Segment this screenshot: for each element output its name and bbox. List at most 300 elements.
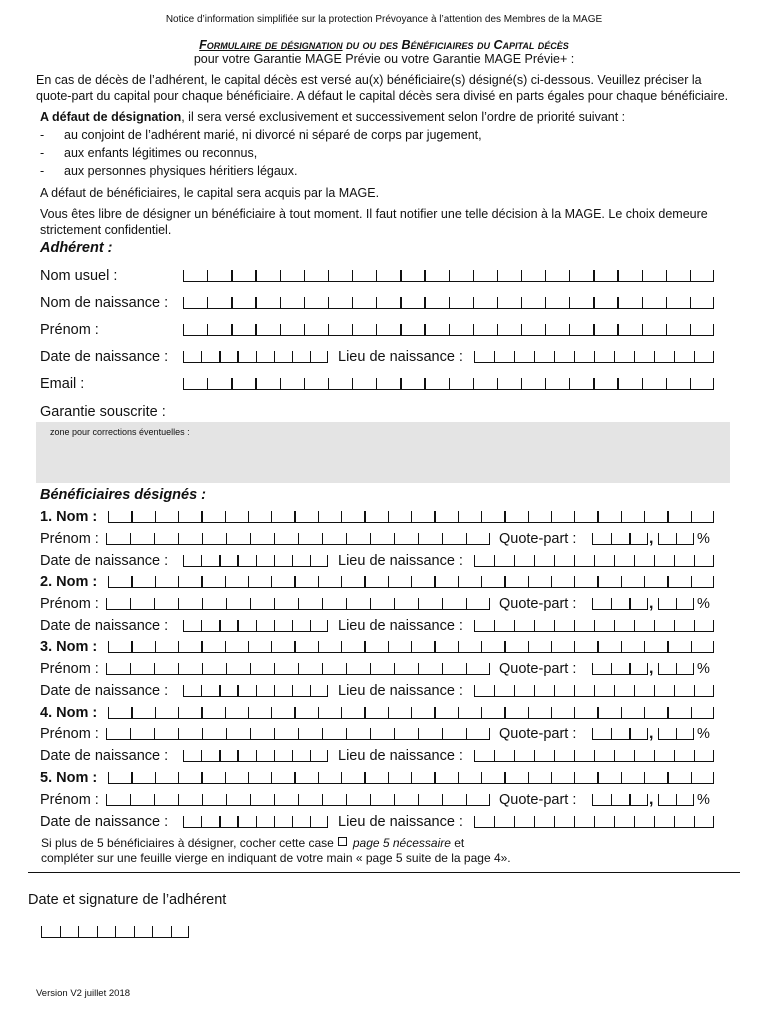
beneficiaire-4-lieu-label: Lieu de naissance : <box>338 748 463 764</box>
box-divider <box>327 351 328 362</box>
beneficiaire-4-nom-boxes[interactable] <box>108 707 714 719</box>
box-divider <box>474 620 475 631</box>
beneficiaire-5-quote-int-boxes[interactable] <box>592 794 648 806</box>
box-divider <box>458 641 459 652</box>
box-divider <box>514 555 515 566</box>
beneficiaire-5-lieu-boxes[interactable] <box>474 816 714 828</box>
beneficiaire-1-prenom-boxes[interactable] <box>106 533 490 545</box>
beneficiaire-5-quote-label: Quote-part : <box>499 792 577 808</box>
box-divider <box>154 663 155 674</box>
box-divider <box>593 324 594 335</box>
box-divider <box>691 511 692 522</box>
box-divider <box>274 750 275 761</box>
box-divider <box>489 794 490 805</box>
box-divider <box>225 641 226 652</box>
box-divider <box>201 707 202 718</box>
box-divider <box>188 926 189 937</box>
box-divider <box>178 772 179 783</box>
box-divider <box>219 620 220 631</box>
box-divider <box>225 707 226 718</box>
box-divider <box>442 794 443 805</box>
box-divider <box>449 297 450 308</box>
signature-date-boxes[interactable] <box>41 926 189 938</box>
box-divider <box>514 620 515 631</box>
box-divider <box>629 794 630 805</box>
prenom-boxes[interactable] <box>183 324 714 336</box>
box-divider <box>593 297 594 308</box>
beneficiaire-2-quote-int-boxes[interactable] <box>592 598 648 610</box>
box-divider <box>178 598 179 609</box>
box-divider <box>434 511 435 522</box>
beneficiaire-4-prenom-boxes[interactable] <box>106 728 490 740</box>
box-divider <box>255 324 256 335</box>
box-divider <box>202 728 203 739</box>
beneficiaire-2-date-boxes[interactable] <box>183 620 328 632</box>
box-divider <box>394 598 395 609</box>
box-divider <box>694 620 695 631</box>
box-divider <box>551 511 552 522</box>
box-divider <box>667 641 668 652</box>
box-divider <box>713 576 714 587</box>
box-divider <box>237 620 238 631</box>
box-divider <box>569 297 570 308</box>
box-divider <box>318 641 319 652</box>
box-divider <box>388 772 389 783</box>
box-divider <box>713 351 714 362</box>
box-divider <box>130 663 131 674</box>
beneficiaire-5-quote-dec-boxes[interactable] <box>658 794 694 806</box>
box-divider <box>255 378 256 389</box>
box-divider <box>255 297 256 308</box>
box-divider <box>545 324 546 335</box>
box-divider <box>647 794 648 805</box>
box-divider <box>183 324 184 335</box>
box-divider <box>551 641 552 652</box>
beneficiaire-2-quote-label: Quote-part : <box>499 596 577 612</box>
beneficiaire-3-prenom-boxes[interactable] <box>106 663 490 675</box>
box-divider <box>364 511 365 522</box>
box-divider <box>292 750 293 761</box>
box-divider <box>594 620 595 631</box>
box-divider <box>322 728 323 739</box>
box-divider <box>318 707 319 718</box>
form-subtitle: pour votre Garantie MAGE Prévie ou votre Garantie MAGE Prévie+ : <box>193 52 575 66</box>
box-divider <box>152 926 153 937</box>
box-divider <box>521 378 522 389</box>
beneficiaire-1-date-label: Date de naissance : <box>40 553 169 569</box>
box-divider <box>647 598 648 609</box>
box-divider <box>494 685 495 696</box>
beneficiaire-1-quote-label: Quote-part : <box>499 531 577 547</box>
lieu-naissance-label: Lieu de naissance : <box>338 349 463 365</box>
beneficiaires-section-title: Bénéficiaires désignés : <box>40 487 207 503</box>
box-divider <box>676 794 677 805</box>
box-divider <box>592 728 593 739</box>
box-divider <box>346 794 347 805</box>
box-divider <box>614 555 615 566</box>
box-divider <box>341 576 342 587</box>
box-divider <box>614 351 615 362</box>
beneficiaire-3-date-boxes[interactable] <box>183 685 328 697</box>
box-divider <box>667 772 668 783</box>
box-divider <box>551 576 552 587</box>
beneficiaire-4-lieu-boxes[interactable] <box>474 750 714 762</box>
box-divider <box>256 351 257 362</box>
box-divider <box>528 772 529 783</box>
box-divider <box>304 324 305 335</box>
box-divider <box>554 816 555 827</box>
box-divider <box>219 750 220 761</box>
box-divider <box>155 511 156 522</box>
beneficiaire-4-quote-int-boxes[interactable] <box>592 728 648 740</box>
box-divider <box>691 772 692 783</box>
version-footer: Version V2 juillet 2018 <box>36 988 131 999</box>
more-note-prefix: Si plus de 5 bénéficiaires à désigner, cocher cette case <box>41 836 334 850</box>
box-divider <box>327 685 328 696</box>
beneficiaire-3-quote-int-boxes[interactable] <box>592 663 648 675</box>
box-divider <box>554 555 555 566</box>
box-divider <box>574 816 575 827</box>
box-divider <box>292 685 293 696</box>
box-divider <box>574 641 575 652</box>
box-divider <box>489 663 490 674</box>
box-divider <box>298 663 299 674</box>
box-divider <box>418 533 419 544</box>
page5-checkbox[interactable] <box>338 837 347 846</box>
box-divider <box>341 707 342 718</box>
box-divider <box>131 576 132 587</box>
beneficiaire-2-nom-boxes[interactable] <box>108 576 714 588</box>
box-divider <box>634 750 635 761</box>
box-divider <box>545 270 546 281</box>
nom-usuel-boxes[interactable] <box>183 270 714 282</box>
box-divider <box>642 297 643 308</box>
beneficiaire-2-prenom-boxes[interactable] <box>106 598 490 610</box>
box-divider <box>364 576 365 587</box>
box-divider <box>418 728 419 739</box>
beneficiaire-5-nom-boxes[interactable] <box>108 772 714 784</box>
priority-item-2 <box>40 146 257 160</box>
box-divider <box>481 511 482 522</box>
box-divider <box>654 620 655 631</box>
box-divider <box>489 728 490 739</box>
box-divider <box>434 576 435 587</box>
box-divider <box>411 641 412 652</box>
box-divider <box>134 926 135 937</box>
box-divider <box>298 598 299 609</box>
header-notice: Notice d’information simplifiée sur la protection Prévoyance à l’attention des Membres de la MAGE <box>165 14 603 25</box>
box-divider <box>594 816 595 827</box>
beneficiaire-4-quote-dec-boxes[interactable] <box>658 728 694 740</box>
box-divider <box>667 707 668 718</box>
box-divider <box>327 555 328 566</box>
box-divider <box>237 750 238 761</box>
box-divider <box>280 297 281 308</box>
box-divider <box>458 576 459 587</box>
decimal-comma: , <box>649 725 654 742</box>
beneficiaire-1-quote-int-boxes[interactable] <box>592 533 648 545</box>
beneficiaire-5-date-boxes[interactable] <box>183 816 328 828</box>
box-divider <box>237 685 238 696</box>
box-divider <box>534 750 535 761</box>
box-divider <box>226 598 227 609</box>
box-divider <box>597 641 598 652</box>
box-divider <box>202 533 203 544</box>
box-divider <box>497 324 498 335</box>
box-divider <box>614 750 615 761</box>
box-divider <box>201 576 202 587</box>
box-divider <box>676 533 677 544</box>
box-divider <box>292 620 293 631</box>
box-divider <box>574 772 575 783</box>
box-divider <box>352 324 353 335</box>
box-divider <box>310 620 311 631</box>
box-divider <box>449 270 450 281</box>
box-divider <box>424 270 425 281</box>
box-divider <box>322 663 323 674</box>
priority-item-3 <box>40 164 297 178</box>
lieu-naissance-boxes[interactable] <box>474 351 714 363</box>
box-divider <box>713 324 714 335</box>
separator-line <box>28 872 740 873</box>
beneficiaire-3-lieu-boxes[interactable] <box>474 685 714 697</box>
box-divider <box>183 351 184 362</box>
box-divider <box>514 351 515 362</box>
box-divider <box>611 794 612 805</box>
date-naissance-boxes[interactable] <box>183 351 328 363</box>
box-divider <box>130 728 131 739</box>
box-divider <box>713 378 714 389</box>
box-divider <box>106 663 107 674</box>
percent-sign: % <box>697 531 710 547</box>
box-divider <box>154 598 155 609</box>
box-divider <box>346 728 347 739</box>
box-divider <box>388 511 389 522</box>
beneficiaire-1-date-boxes[interactable] <box>183 555 328 567</box>
nom-naissance-boxes[interactable] <box>183 297 714 309</box>
default-designation <box>40 110 625 124</box>
box-divider <box>352 270 353 281</box>
box-divider <box>178 707 179 718</box>
beneficiaire-2-lieu-label: Lieu de naissance : <box>338 618 463 634</box>
beneficiaire-3-nom-boxes[interactable] <box>108 641 714 653</box>
beneficiaire-1-lieu-boxes[interactable] <box>474 555 714 567</box>
box-divider <box>644 511 645 522</box>
box-divider <box>400 297 401 308</box>
box-divider <box>341 511 342 522</box>
box-divider <box>621 772 622 783</box>
box-divider <box>207 324 208 335</box>
box-divider <box>674 620 675 631</box>
box-divider <box>674 351 675 362</box>
box-divider <box>674 750 675 761</box>
box-divider <box>202 794 203 805</box>
beneficiaire-4-date-boxes[interactable] <box>183 750 328 762</box>
box-divider <box>694 816 695 827</box>
box-divider <box>207 297 208 308</box>
box-divider <box>178 533 179 544</box>
beneficiaire-3-date-label: Date de naissance : <box>40 683 169 699</box>
box-divider <box>574 685 575 696</box>
box-divider <box>154 533 155 544</box>
box-divider <box>131 707 132 718</box>
box-divider <box>274 620 275 631</box>
beneficiaire-1-quote-dec-boxes[interactable] <box>658 533 694 545</box>
box-divider <box>497 378 498 389</box>
beneficiaire-3-quote-dec-boxes[interactable] <box>658 663 694 675</box>
list-dash: - <box>40 146 45 160</box>
box-divider <box>202 598 203 609</box>
box-divider <box>481 707 482 718</box>
box-divider <box>634 555 635 566</box>
beneficiaire-1-nom-boxes[interactable] <box>108 511 714 523</box>
box-divider <box>574 620 575 631</box>
box-divider <box>183 685 184 696</box>
box-divider <box>108 707 109 718</box>
box-divider <box>130 533 131 544</box>
box-divider <box>328 270 329 281</box>
box-divider <box>183 555 184 566</box>
box-divider <box>449 378 450 389</box>
priority-item-text: aux enfants légitimes ou reconnus, <box>64 146 258 160</box>
box-divider <box>248 576 249 587</box>
beneficiaire-5-lieu-label: Lieu de naissance : <box>338 814 463 830</box>
box-divider <box>106 598 107 609</box>
box-divider <box>274 794 275 805</box>
box-divider <box>666 324 667 335</box>
box-divider <box>271 641 272 652</box>
box-divider <box>434 641 435 652</box>
beneficiaire-2-lieu-boxes[interactable] <box>474 620 714 632</box>
box-divider <box>494 750 495 761</box>
box-divider <box>458 511 459 522</box>
box-divider <box>280 324 281 335</box>
box-divider <box>691 576 692 587</box>
box-divider <box>574 351 575 362</box>
box-divider <box>690 324 691 335</box>
box-divider <box>280 270 281 281</box>
box-divider <box>614 816 615 827</box>
box-divider <box>304 297 305 308</box>
box-divider <box>642 324 643 335</box>
box-divider <box>131 772 132 783</box>
box-divider <box>201 555 202 566</box>
box-divider <box>690 297 691 308</box>
beneficiaire-1-lieu-label: Lieu de naissance : <box>338 553 463 569</box>
box-divider <box>713 750 714 761</box>
box-divider <box>424 297 425 308</box>
box-divider <box>674 685 675 696</box>
box-divider <box>621 641 622 652</box>
box-divider <box>201 641 202 652</box>
box-divider <box>614 685 615 696</box>
box-divider <box>658 533 659 544</box>
decimal-comma: , <box>649 660 654 677</box>
more-beneficiaries-note-line2: compléter sur une feuille vierge en indiquant de votre main « page 5 suite de la page 4». <box>41 851 511 865</box>
box-divider <box>225 511 226 522</box>
box-divider <box>388 707 389 718</box>
box-divider <box>713 685 714 696</box>
beneficiaire-2-quote-dec-boxes[interactable] <box>658 598 694 610</box>
box-divider <box>534 620 535 631</box>
box-divider <box>231 297 232 308</box>
box-divider <box>400 324 401 335</box>
email-boxes[interactable] <box>183 378 714 390</box>
box-divider <box>694 685 695 696</box>
box-divider <box>574 750 575 761</box>
box-divider <box>611 533 612 544</box>
box-divider <box>318 772 319 783</box>
box-divider <box>394 728 395 739</box>
box-divider <box>597 511 598 522</box>
box-divider <box>489 533 490 544</box>
box-divider <box>489 598 490 609</box>
box-divider <box>442 728 443 739</box>
box-divider <box>237 555 238 566</box>
garantie-label: Garantie souscrite : <box>40 404 166 420</box>
box-divider <box>473 378 474 389</box>
box-divider <box>274 816 275 827</box>
box-divider <box>376 297 377 308</box>
box-divider <box>713 297 714 308</box>
box-divider <box>298 533 299 544</box>
box-divider <box>647 533 648 544</box>
box-divider <box>554 351 555 362</box>
box-divider <box>474 351 475 362</box>
box-divider <box>634 620 635 631</box>
box-divider <box>41 926 42 937</box>
box-divider <box>274 598 275 609</box>
box-divider <box>504 576 505 587</box>
box-divider <box>514 685 515 696</box>
box-divider <box>310 750 311 761</box>
box-divider <box>225 576 226 587</box>
box-divider <box>676 728 677 739</box>
box-divider <box>674 816 675 827</box>
box-divider <box>411 707 412 718</box>
box-divider <box>274 663 275 674</box>
form-title <box>0 38 768 52</box>
box-divider <box>256 555 257 566</box>
box-divider <box>574 555 575 566</box>
box-divider <box>411 772 412 783</box>
default-designation-bold: A défaut de désignation <box>40 110 182 124</box>
box-divider <box>644 772 645 783</box>
box-divider <box>370 533 371 544</box>
box-divider <box>647 728 648 739</box>
box-divider <box>654 555 655 566</box>
corrections-zone-label: zone pour corrections éventuelles : <box>50 427 190 437</box>
box-divider <box>271 511 272 522</box>
box-divider <box>611 728 612 739</box>
box-divider <box>255 270 256 281</box>
box-divider <box>370 598 371 609</box>
box-divider <box>115 926 116 937</box>
box-divider <box>569 324 570 335</box>
box-divider <box>667 511 668 522</box>
box-divider <box>226 533 227 544</box>
form-title-rest: du ou des Bénéficiaires du Capital décès <box>342 38 569 52</box>
beneficiaire-5-prenom-boxes[interactable] <box>106 794 490 806</box>
box-divider <box>388 641 389 652</box>
box-divider <box>474 816 475 827</box>
box-divider <box>528 641 529 652</box>
box-divider <box>481 641 482 652</box>
box-divider <box>298 728 299 739</box>
box-divider <box>411 576 412 587</box>
box-divider <box>201 685 202 696</box>
intro-paragraph: En cas de décès de l’adhérent, le capital décès est versé au(x) bénéficiaire(s) désigné(s) ci-dessous. Veuillez préciser la quote-part du capital pour chaque bénéficiaire. A défaut le capital décès sera divisé en parts égales pour chaque bénéficiaire. <box>36 73 729 103</box>
